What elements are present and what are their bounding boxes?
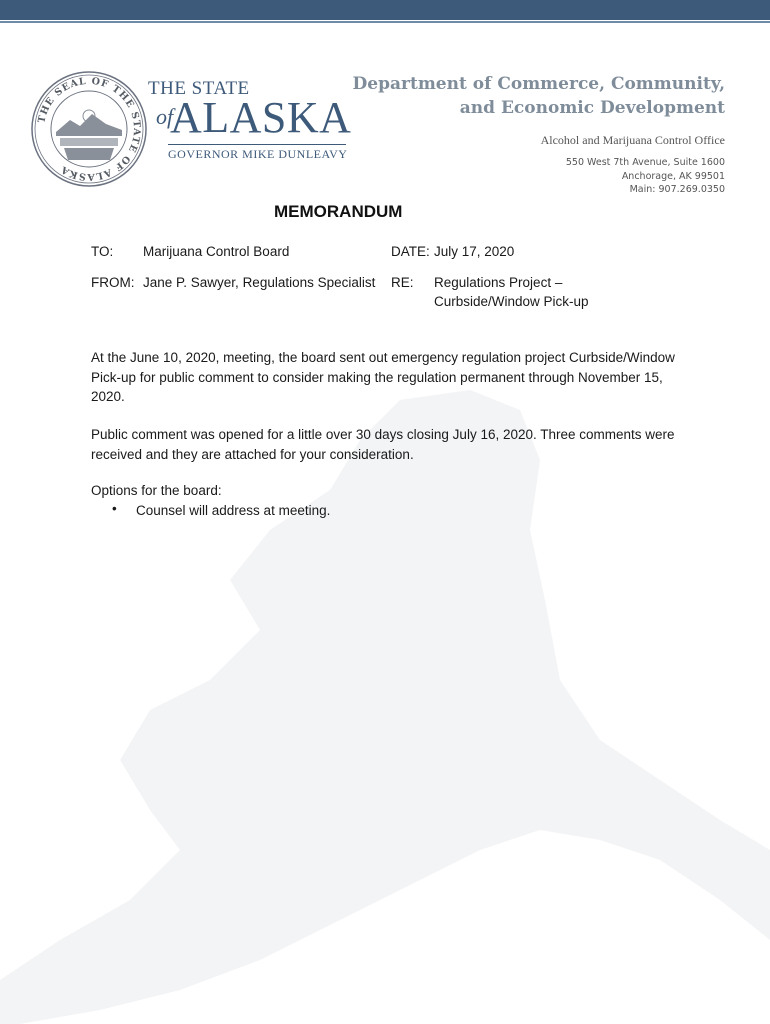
header-bar-rule <box>0 21 770 23</box>
brand-alaska: ALASKA <box>170 93 352 142</box>
options-heading: Options for the board: <box>91 483 222 498</box>
re-label: RE: <box>391 275 414 290</box>
date-value: July 17, 2020 <box>434 244 515 259</box>
alaska-map-watermark <box>0 380 770 1024</box>
svg-text:THE SEAL OF THE STATE OF ALASK: THE SEAL OF THE STATE OF ALASKA <box>36 75 143 183</box>
re-value-line-2: Curbside/Window Pick-up <box>434 294 589 309</box>
to-label: TO: <box>91 244 114 259</box>
date-label: DATE: <box>391 244 430 259</box>
body-paragraph-2: Public comment was opened for a little over 30 days closing July 16, 2020. Three comments were received and they are attached for your consideration. <box>91 427 675 462</box>
address-line-1: 550 West 7th Avenue, Suite 1600 <box>565 157 725 168</box>
department-name <box>353 72 725 120</box>
re-value-line-1: Regulations Project – <box>434 275 563 290</box>
brand-of: of <box>156 104 174 129</box>
from-value: Jane P. Sawyer, Regulations Specialist <box>143 275 376 290</box>
header-bar <box>0 0 770 20</box>
department-line-2: and Economic Development <box>459 98 725 118</box>
to-value: Marijuana Control Board <box>143 244 290 259</box>
address-line-2: Anchorage, AK 99501 <box>621 170 725 182</box>
brand-divider <box>168 144 346 145</box>
department-line-1: Department of Commerce, Community, <box>352 74 725 94</box>
office-name: Alcohol and Marijuana Control Office <box>540 133 725 147</box>
body-paragraph-1: At the June 10, 2020, meeting, the board sent out emergency regulation project Curbside/Window Pick-up for public comment to consider making the regulation permanent through November 15, 2020. <box>91 350 675 404</box>
brand-the-state: THE STATE <box>148 78 250 99</box>
address-line-3: Main: 907.269.0350 <box>629 184 725 195</box>
office-address <box>566 156 725 197</box>
from-label: FROM: <box>91 275 135 290</box>
alaska-brand-logo <box>148 74 358 164</box>
state-seal-icon <box>30 70 148 188</box>
option-item: Counsel will address at meeting. <box>136 503 331 518</box>
brand-governor: GOVERNOR MIKE DUNLEAVY <box>168 147 348 161</box>
memo-title: MEMORANDUM <box>274 202 403 221</box>
bullet-icon: • <box>112 501 117 516</box>
